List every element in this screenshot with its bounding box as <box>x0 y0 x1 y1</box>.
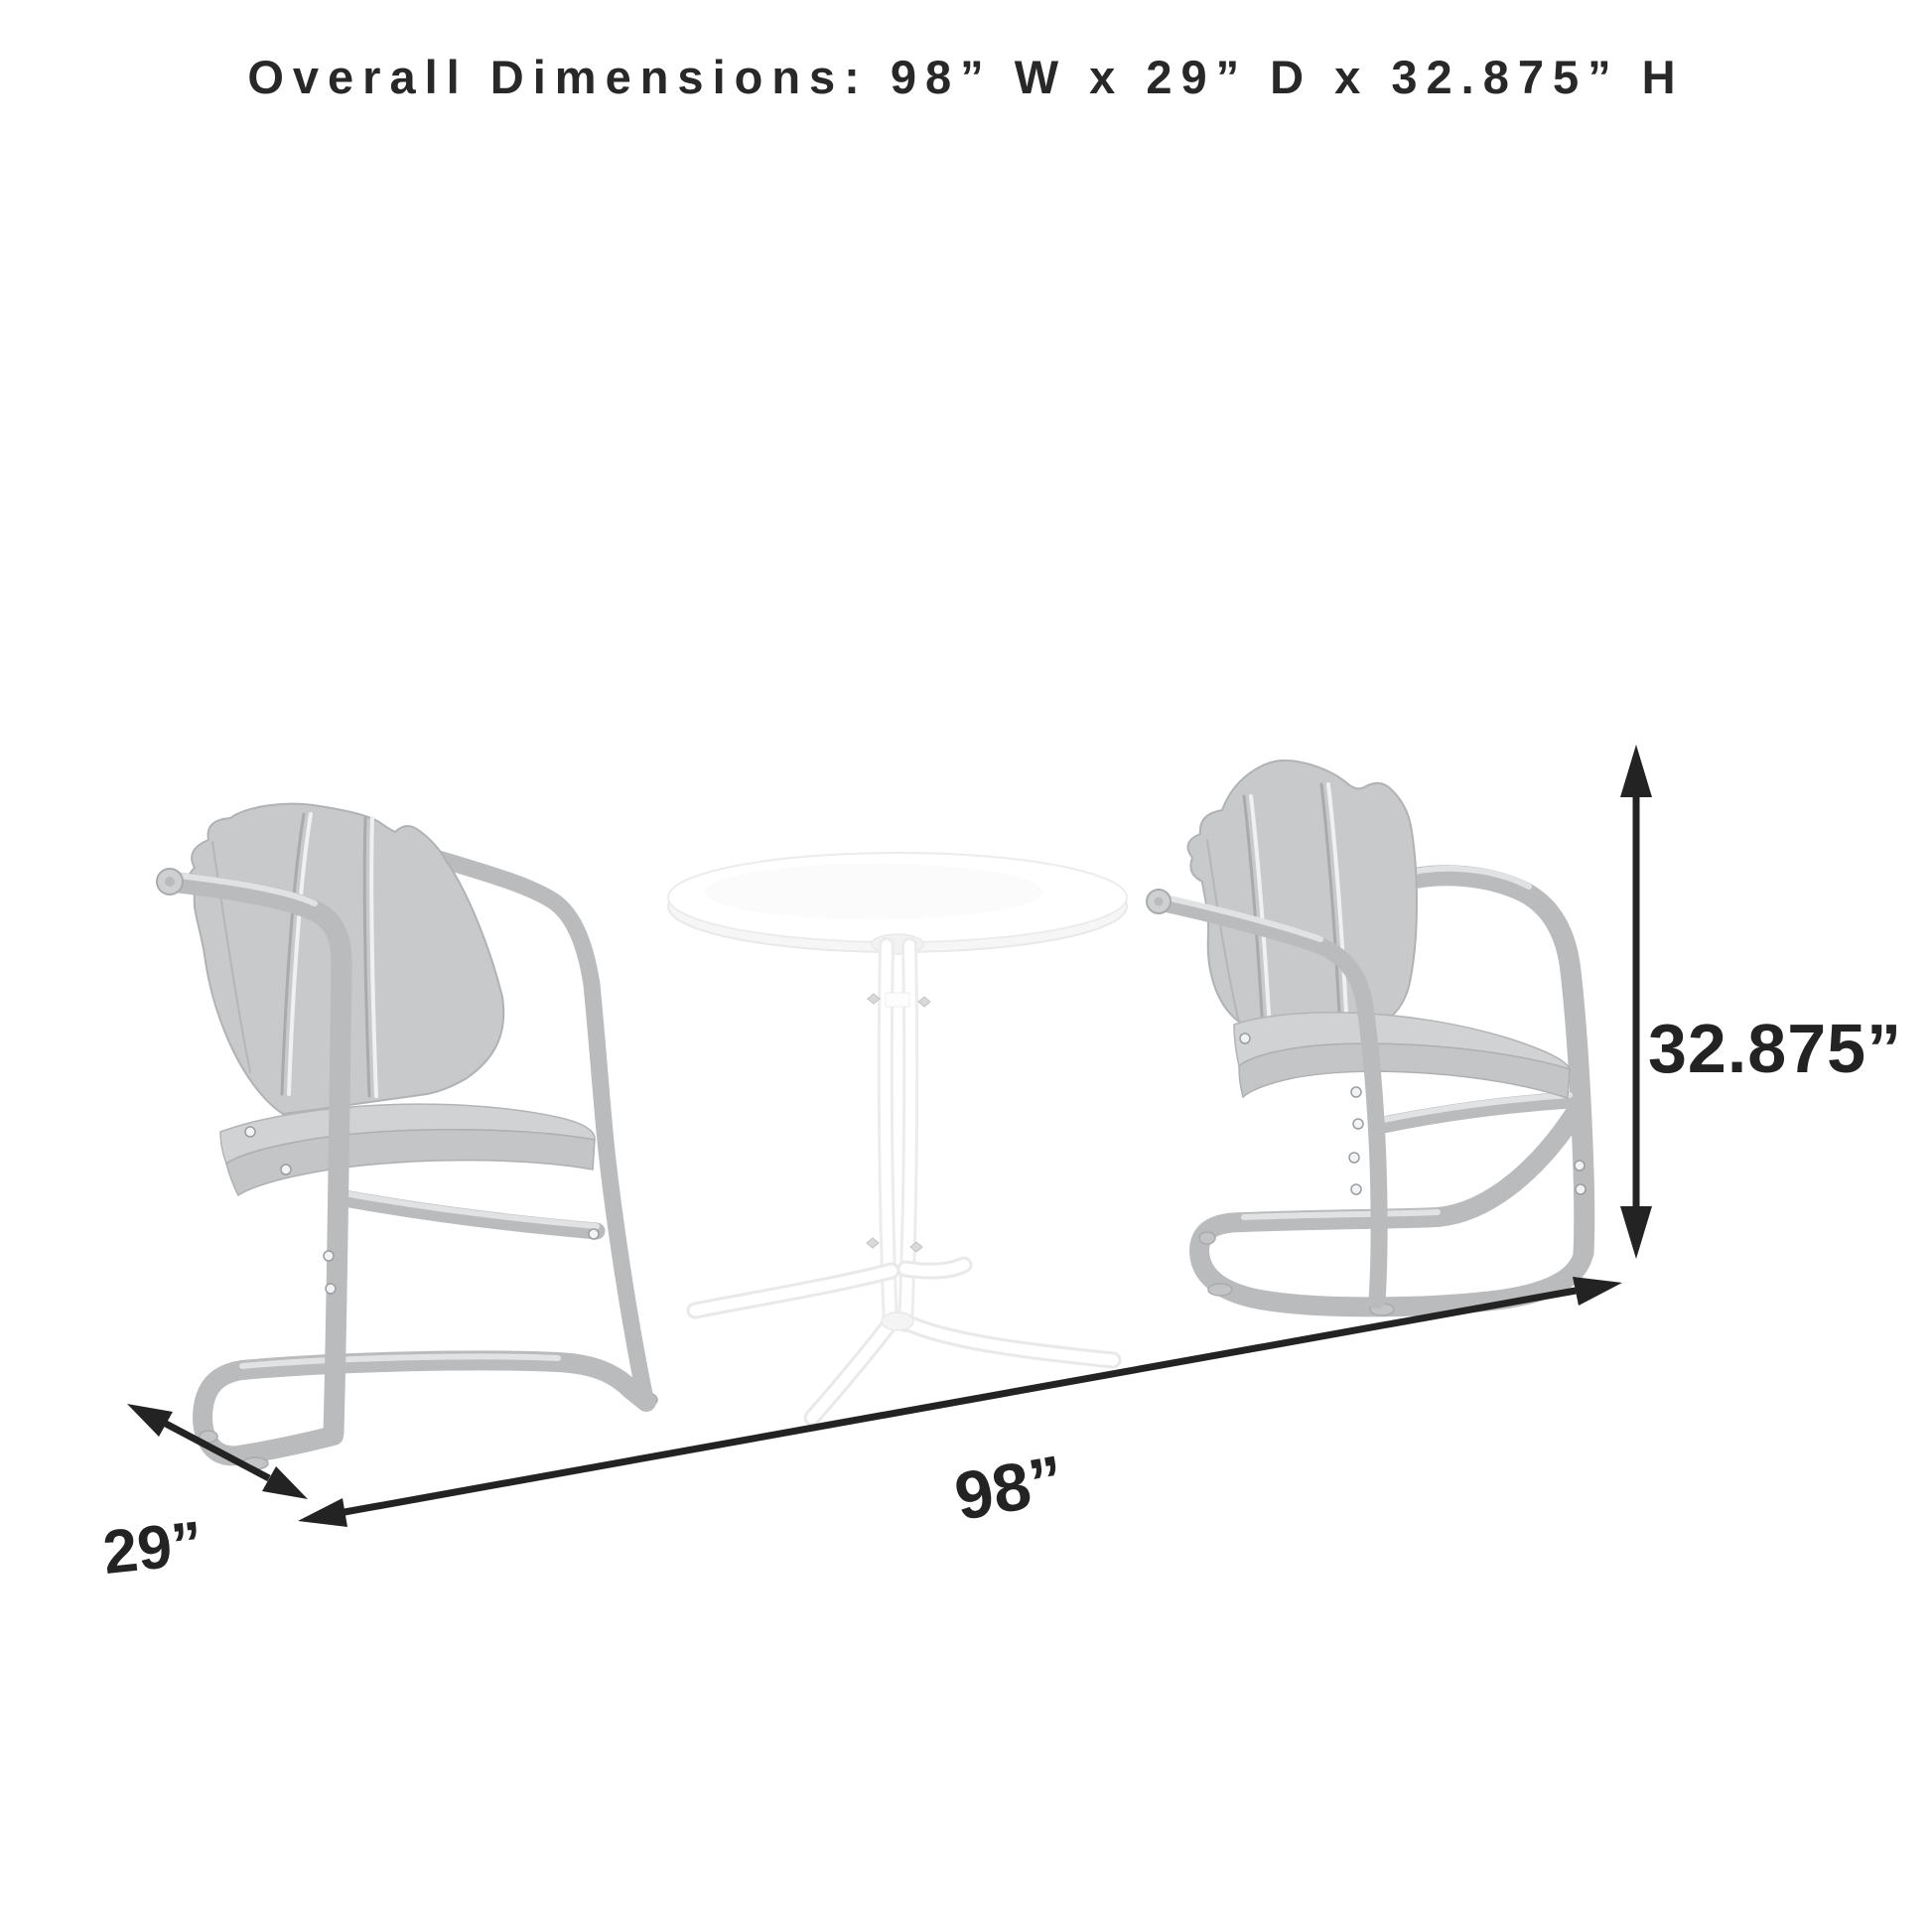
rivet <box>326 1284 336 1294</box>
armrest-cap-center <box>1155 897 1164 906</box>
rivet <box>1240 1034 1250 1043</box>
right-chair <box>1147 760 1586 1315</box>
column-bottom-joint <box>882 1312 913 1330</box>
rivet <box>245 1127 255 1137</box>
tabletop-sheen <box>705 864 1042 919</box>
width-dimension-label: 98” <box>949 1441 1070 1536</box>
rivet <box>1351 1184 1361 1194</box>
screw <box>867 1238 879 1248</box>
arrow-down-right-icon <box>262 1466 308 1499</box>
arrow-left-icon <box>298 1498 347 1527</box>
column-bracket-upper <box>886 993 909 1007</box>
left-chair <box>157 804 657 1469</box>
chair-foot <box>1208 1284 1232 1296</box>
chair-cantilever-base <box>203 1360 646 1455</box>
armrest-cap-center <box>165 877 175 887</box>
arrow-down-icon <box>1620 1206 1652 1259</box>
arrow-up-icon <box>1620 745 1652 797</box>
rivet <box>1576 1184 1586 1194</box>
rivet <box>1351 1087 1361 1097</box>
rivet <box>589 1229 599 1239</box>
rivet <box>1349 1153 1359 1163</box>
rivet <box>1575 1161 1585 1171</box>
screw <box>918 997 930 1007</box>
rivet <box>1353 1119 1363 1129</box>
chair-back-shell <box>1188 760 1418 1031</box>
chair-cantilever-base <box>1199 1106 1584 1307</box>
chair-foot <box>1199 1232 1215 1244</box>
arrow-right-icon <box>1573 1277 1622 1306</box>
rivet <box>324 1251 334 1261</box>
page-title: Overall Dimensions: 98” W x 29” D x 32.875” H <box>247 51 1685 103</box>
arrow-up-left-icon <box>127 1404 173 1437</box>
height-dimension-arrow <box>1620 745 1652 1259</box>
rivet <box>281 1165 291 1174</box>
height-dimension-label: 32.875” <box>1648 1010 1903 1087</box>
depth-dimension-label: 29” <box>99 1508 207 1588</box>
bistro-table <box>668 853 1127 1418</box>
